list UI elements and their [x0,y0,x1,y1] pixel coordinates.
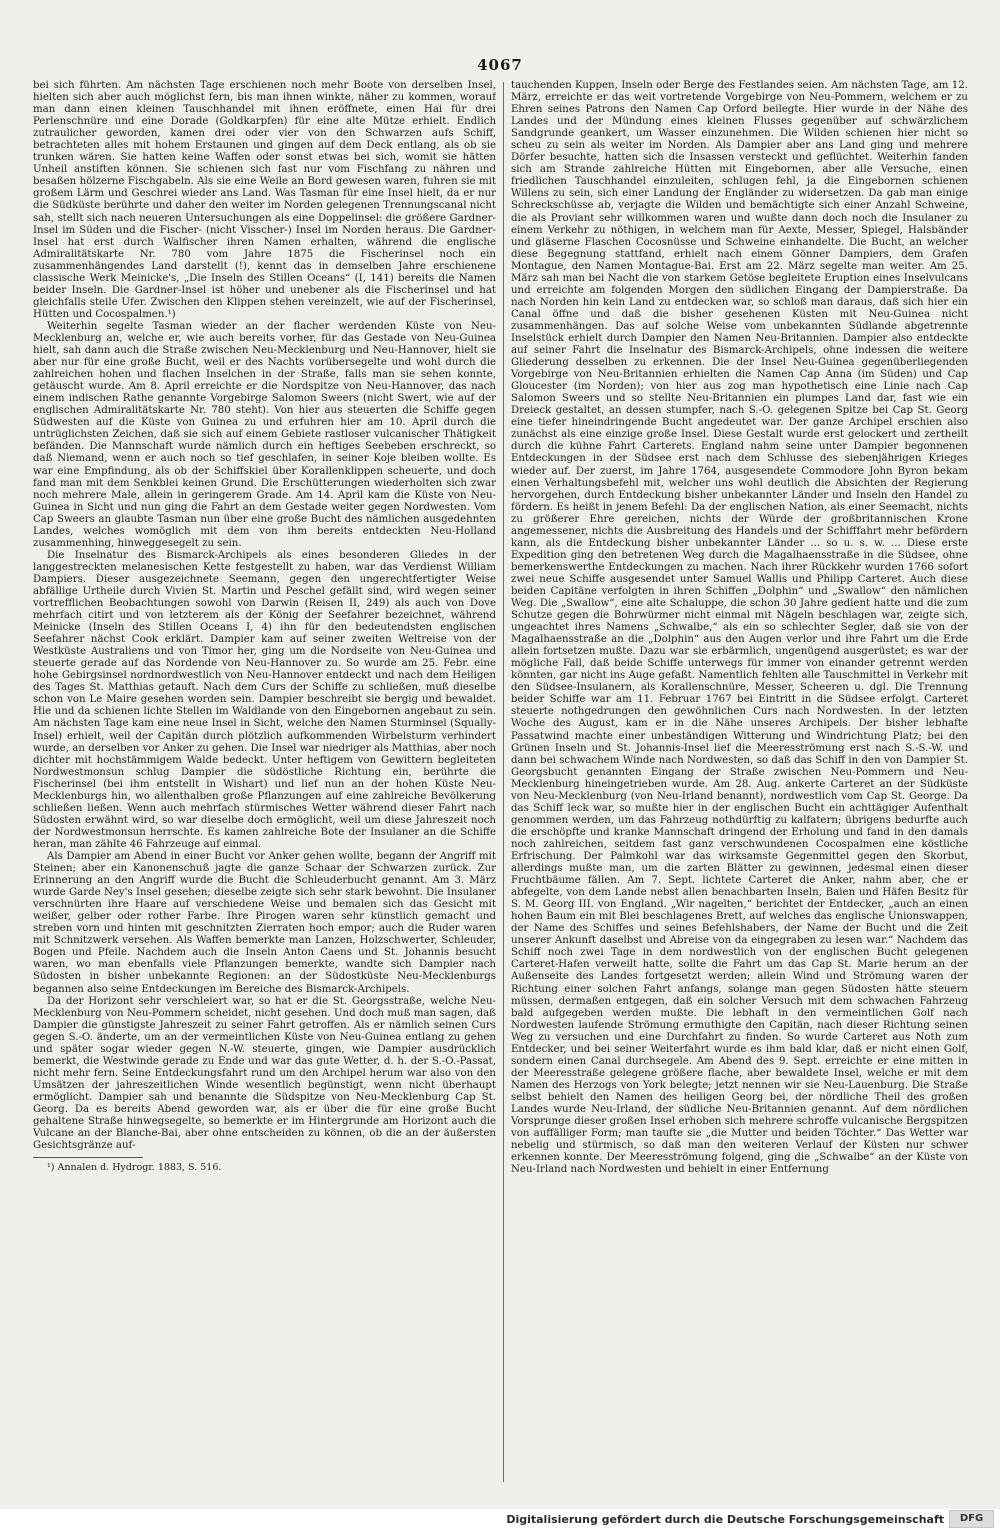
paragraph: Als Dampier am Abend in einer Bucht vor Anker gehen wollte, begann der Angriff mit Steinen; aber ein Kanonenschuß jagte die ganze Schaar der Schwarzen zurück. Zur Erinnerung an den Angriff wurde die Bucht die Schleuderbucht genannt. Am 3. März wurde Garde Ney's Insel gesehen; dieselbe zeigte sich sehr stark bewohnt. Die Insulaner verschnürten ihre Haare auf verschiedene Weise und bemalen sich das Gesicht mit weißer, gelber oder rother Farbe. Ihre Pirogen waren sehr künstlich gemacht und streben vorn und hinten mit geschnitzten Zierraten hoch empor; auch die Ruder waren mit Schnitzwerk versehen. Als Waffen bemerkte man Lanzen, Holzschwerter, Schleuder, Bogen und Pfeile. Nachdem auch die Inseln Anton Caens und St. Johannis besucht waren, wo man ebenfalls viele Pflanzungen bemerkte, wandte sich Dampier nach Südosten in bisher unbekannte Regionen: an der Südostküste Neu-Mecklenburgs begannen also seine Entdeckungen im Bereiche des Bismarck-Archipels. [33,851,496,995]
dfg-logo: DFG [949,1510,994,1528]
paragraph: Die Inselnatur des Bismarck-Archipels als eines besonderen Gliedes in der langgestreckten melanesischen Kette festgestellt zu haben, war das Verdienst William Dampiers. Dieser ausgezeichnete Seemann, gegen den ungerechtfertigter Weise abfällige Urtheile durch Vivien St. Martin und Peschel gefällt sind, wird wegen seiner vortrefflichen Beobachtungen sowohl von Darwin (Reisen II, 249) als auch von Dove mehrfach citirt und von letzterem als der König der Seefahrer bezeichnet, während Meinicke (Inseln des Stillen Oceans I, 4) ihn für den bedeutendsten englischen Seefahrer nächst Cook erklärt. Dampier kam auf seiner zweiten Weltreise von der Westküste Australiens und von Timor her, ging um die Nordseite von Neu-Guinea und steuerte gerade auf das Nordende von Neu-Hannover zu. So wurde am 25. Febr. eine hohe Gebirgsinsel nordnordwestlich von Neu-Hannover entdeckt und nach dem Heiligen des Tages St. Matthias getauft. Nach dem Curs der Schiffe zu schließen, muß dieselbe schon von Le Maire gesehen worden sein. Dampier beschreibt sie bergig und bewaldet. Hie und da schienen lichte Stellen im Waldlande von den Eingebornen angebaut zu sein. Am nächsten Tage kam eine neue Insel in Sicht, welche den Namen Sturminsel (Squally-Insel) erhielt, weil der Capitän durch plötzlich aufkommenden Wirbelsturm verhindert wurde, an derselben vor Anker zu gehen. Die Insel war niedriger als Matthias, aber noch dichter mit hochstämmigem Walde bedeckt. Unter heftigem von Gewittern begleiteten Nordwestmonsun schlug Dampier die südöstliche Richtung ein, berührte die Fischerinsel (bei ihm entstellt in Wishart) und lief nun an der hohen Küste Neu-Mecklenburgs hin, wo allenthalben große Pflanzungen auf eine zahlreiche Bevölkerung schließen ließen. Wenn auch mehrfach stürmisches Wetter während dieser Fahrt nach Südosten erwähnt wird, so war dieselbe doch ermöglicht, weil um diese Jahreszeit noch der Nordwestmonsun herrschte. Es kamen zahlreiche Bote der Insulaner an die Schiffe heran, man zählte 46 Fahrzeuge auf einmal. [33,549,496,850]
paragraph: Da der Horizont sehr verschleiert war, so hat er die St. Georgsstraße, welche Neu-Mecklenburg von Neu-Pommern scheidet, nicht gesehen. Und doch muß man sagen, daß Dampier die günstigste Jahreszeit zu seiner Fahrt getroffen. Als er nämlich seinen Curs gegen S.-O. änderte, um an der vermeintlichen Küste von Neu-Guinea entlang zu gehen und später sogar wieder gegen N.-W. steuerte, gingen, wie Dampier ausdrücklich bemerkt, die Westwinde gerade zu Ende und war das gute Wetter, d. h. der S.-O.-Passat, nicht mehr fern. Seine Entdeckungsfahrt rund um den Archipel herum war also von den Umsätzen der jahreszeitlichen Winde wesentlich begünstigt, wenn nicht überhaupt ermöglicht. Dampier sah und benannte die Südspitze von Neu-Mecklenburg Cap St. Georg. Da es bereits Abend geworden war, als er über die für eine große Bucht gehaltene Straße hinwegsegelte, so bemerkte er im Hintergrunde am Horizont auch die Vulcane an der Blanche-Bai, aber ohne entscheiden zu können, ob die an der äußersten Gesichtsgränze auf- [33,995,496,1152]
paragraph: tauchenden Kuppen, Inseln oder Berge des Festlandes seien. Am nächsten Tage, am 12. März, erreichte er das weit vortretende Vorgebirge von Neu-Pommern, welchem er zu Ehren seines Patrons den Namen Cap Orford beilegte. Hier wurde in der Nähe des Landes und der Mündung eines kleinen Flusses gegenüber auf schwärzlichem Sandgrunde geankert, um Wasser einzunehmen. Die Wilden schienen hier nicht so scheu zu sein als weiter im Norden. Als Dampier aber ans Land ging und mehrere Dörfer besuchte, hatten sich die Insassen versteckt und geflüchtet. Weiterhin fanden sich am Strande zahlreiche Hütten mit Eingebornen, aber alle Versuche, einen friedlichen Tauschhandel einzuleiten, schlugen fehl, ja die Eingebornen schienen Willens zu sein, sich einer Landung der Engländer zu widersetzen. Da gab man einige Schreckschüsse ab, verjagte die Wilden und bemächtigte sich einer Anzahl Schweine, die als Proviant sehr willkommen waren und wußte dann doch noch die Insulaner zu einem Verkehr zu nöthigen, in welchem man für Aexte, Messer, Spiegel, Halsbänder und gläserne Flaschen Cocosnüsse und Schweine einhandelte. Die Bucht, an welcher diese Begegnung stattfand, erhielt nach einem Gönner Dampiers, dem Grafen Montague, den Namen Montague-Bai. Erst am 22. März segelte man weiter. Am 25. März sah man bei Nacht die von starkem Getöse begleitete Eruption eines Inselvulcans und erreichte am folgenden Morgen den südlichen Eingang der Dampierstraße. Da nach Norden hin kein Land zu entdecken war, so schloß man daraus, daß sich hier ein Canal öffne und daß die bisher gesehenen Küsten mit Neu-Guinea nicht zusammenhängen. Das auf solche Weise vom unbekannten Südlande abgetrennte Inselstück erhielt durch Dampier den Namen Neu-Britannien. Dampier also entdeckte auf seiner Fahrt die Inselnatur des Bismarck-Archipels, ohne indessen die weitere Gliederung desselben zu erkennen. Die der Insel Neu-Guinea gegenüberliegenden Vorgebirge von Neu-Britannien erhielten die Namen Cap Anna (im Süden) und Cap Gloucester (im Norden); von hier aus zog man hypothetisch eine Linie nach Cap Salomon Sweers und so stellte Neu-Britannien ein plumpes Land dar, fast wie ein Dreieck gestaltet, an dessen stumpfer, nach S.-O. gelegenen Spitze bei Cap St. Georg eine tiefer hineindringende Bucht angedeutet war. Der ganze Archipel erschien also zunächst als eine einzige große Insel. Diese Gestalt wurde erst gelockert und zertheilt durch die kühne Fahrt Carterets. England nahm seine unter Dampier begonnenen Entdeckungen in der Südsee erst nach dem Schlusse des siebenjährigen Krieges wieder auf. Der zuerst, im Jahre 1764, ausgesendete Commodore John Byron bekam einen Verhaltungsbefehl mit, welcher uns wohl deutlich die Absichten der Regierung hervorgehen, durch Entdeckung bisher unbekannter Länder und Inseln den Handel zu fördern. Es heißt in jenem Befehl: Da der englischen Nation, als einer Seemacht, nichts zu größerer Ehre gereichen, nichts der Würde der großbritannischen Krone angemessener, nichts die Ausbreitung des Handels und der Schifffahrt mehr befördern kann, als die Entdeckung bisher unbekannter Länder ... so u. s. w. ... Diese erste Expedition ging den betretenen Weg durch die Magalhaensstraße in die Südsee, ohne bemerkenswerthe Entdeckungen zu machen. Nach ihrer Rückkehr wurden 1766 sofort zwei neue Schiffe ausgesendet unter Samuel Wallis und Philipp Carteret. Auch diese beiden Capitäne verfolgten in ihren Schiffen „Dolphin“ und „Swallow“ den nämlichen Weg. Die „Swallow“, eine alte Schaluppe, die schon 30 Jahre gedient hatte und die zum Schutze gegen die Bohrwürmer nicht einmal mit Nägeln beschlagen war, zeigte sich, ungeachtet ihres Namens „Schwalbe,“ als ein so schlechter Segler, daß sie von der Magalhaensstraße an die „Dolphin“ aus den Augen verlor und ihre Fahrt um die Erde allein fortsetzen mußte. Dazu war sie erbärmlich, ungenügend ausgerüstet; es war der mögliche Fall, daß beide Schiffe unterwegs für immer von einander getrennt werden könnten, gar nicht ins Auge gefaßt. Namentlich fehlten alle Tauschmittel in Verkehr mit den Südsee-Insulanern, als Korallenschnüre, Messer, Scheeren u. dgl. Die Trennung beider Schiffe war am 11. Februar 1767 bei Eintritt in die Südsee erfolgt. Carteret steuerte nothgedrungen den gewöhnlichen Curs nach Nordwesten. In der letzten Woche des August, kam er in die Nähe unseres Archipels. Der bisher lebhafte Passatwind machte einer unbeständigen Witterung und Windrichtung Platz; bei den Grünen Inseln und St. Johannis-Insel lief die Meeresströmung erst nach S.-S.-W. und dann bei schwachem Winde nach Nordwesten, so daß das Schiff in den von Dampier St. Georgsbucht genannten Eingang der Straße zwischen Neu-Pommern und Neu-Mecklenburg hineingetrieben wurde. Am 28. Aug. ankerte Carteret an der Südküste von Neu-Mecklenburg (von Neu-Irland benannt), nordwestlich vom Cap St. George. Da das Schiff leck war, so mußte hier in der englischen Bucht ein achttägiger Aufenthalt genommen werden, um das Fahrzeug nothdürftig zu kalfatern; übrigens bedurfte auch die erschöpfte und kranke Mannschaft dringend der Erholung und fand in den damals noch zahlreichen, seitdem fast ganz verschwundenen Cocospalmen eine köstliche Erfrischung. Der Palmkohl war das wirksamste Gegenmittel gegen den Skorbut, allerdings mußte man, um die zarten Blätter zu gewinnen, jedesmal einen dieser Fruchtbäume fällen. Am 7. Sept. lichtete Carteret die Anker, nahm aber, che er abfegelte, von dem Lande nebst allen benachbarten Inseln, Baien und Häfen Besitz für S. M. Georg III. von England. „Wir nagelten,“ berichtet der Entdecker, „auch an einen hohen Baum ein mit Blei beschlagenes Brett, auf welches das englische Unionswappen, der Name des Schiffes und seines Befehlshabers, der Name der Bucht und die Zeit unserer Ankunft daselbst und Abreise von da eingegraben zu lesen war.“ Nachdem das Schiff noch zwei Tage in dem nordwestlich von der englischen Bucht gelegenen Carteret-Hafen verweilt hatte, sollte die Fahrt um das Cap St. Marie herum an der Außenseite des Landes fortgesetzt werden; allein Wind und Strömung waren der Richtung einer solchen Fahrt anfangs, solange man gegen Südosten hätte steuern müssen, dermaßen entgegen, daß ein solcher Versuch mit dem schwachen Fahrzeug bald aufgegeben werden mußte. Die lebhaft in den vermeintlichen Golf nach Nordwesten laufende Strömung ermuthigte den Capitän, nach dieser Richtung seinen Weg zu versuchen und eine Durchfahrt zu finden. So wurde Carteret aus Noth zum Entdecker, und bei seiner Weiterfahrt wurde es ihm bald klar, daß er nicht einen Golf, sondern einen Canal durchsegele. Am Abend des 9. Sept. erreichte er eine mitten in der Meeresstraße gelegene größere flache, aber bewaldete Insel, welche er mit dem Namen des Herzogs von York belegte; jetzt nennen wir sie Neu-Lauenburg. Die Straße selbst behielt den Namen des heiligen Georg bei, der nördliche Theil des großen Landes wurde Neu-Irland, der südliche Neu-Britannien genannt. Auf dem nördlichen Vorsprunge dieser großen Insel erhoben sich mehrere schroffe vulcanische Bergspitzen von auffälliger Form; man taufte sie „die Mutter und beiden Töchter.“ Das Wetter war nebelig und stürmisch, so daß man den weiteren Verlauf der Küsten nur schwer erkennen konnte. Der Meeresströmung folgend, ging die „Schwalbe“ an der Küste von Neu-Irland nach Nordwesten und behielt in einer Entfernung [511,80,968,1176]
paragraph: bei sich führten. Am nächsten Tage erschienen noch mehr Boote von derselben Insel, hielten sich aber auch möglichst fern, bis man ihnen winkte, näher zu kommen, worauf man dann einen kleinen Tauschhandel mit ihnen eröffnete, einen Hai für drei Perlenschnüre und eine Dorade (Goldkarpfen) für eine alte Mütze erhielt. Endlich zutraulicher geworden, kamen drei oder vier von den Schwarzen aufs Schiff, betrachteten alles mit hohem Erstaunen und gingen auf dem Deck entlang, als ob sie trunken wären. Sie hatten keine Waffen oder sonst etwas bei sich, womit sie hätten Unheil anstiften können. Sie schienen sich fast nur vom Fischfang zu nähren und besaßen hölzerne Fischgabeln. Als sie eine Weile an Bord gewesen waren, fuhren sie mit großem Lärm und Geschrei wieder ans Land. Was Tasman für eine Insel hielt, da er nur die Südküste berührte und daher den weiter im Norden gelegenen Trennungscanal nicht sah, stellt sich nach neueren Untersuchungen als eine Doppelinsel: die größere Gardner-Insel im Süden und die Fischer- (nicht Visscher-) Insel im Norden heraus. Die Gardner-Insel hat erst durch Walfischer ihren Namen erhalten, während die englische Admiralitätskarte Nr. 780 vom Jahre 1875 die Fischerinsel noch ein zusammenhängendes Land darstellt (!), kennt das in demselben Jahre erschienene classische Werk Meinicke's, „Die Inseln des Stillen Oceans“ (I, 141) bereits die Namen beider Inseln. Die Gardner-Insel ist höher und unebener als die Fischerinsel und hat gleichfalls steile Ufer. Zwischen den Klippen stehen vereinzelt, wie auf der Fischerinsel, Hütten und Cocospalmen.¹) [33,80,496,320]
right-column [511,80,968,1485]
footnote-rule [33,1157,143,1158]
left-column [33,80,496,1485]
digitization-note: Digitalisierung gefördert durch die Deutsche Forschungsgemeinschaft [506,1513,944,1526]
paragraph: Weiterhin segelte Tasman wieder an der flacher werdenden Küste von Neu-Mecklenburg an, welche er, wie auch bereits vorher, für das Gestade von Neu-Guinea hielt, sah dann auch die Straße zwischen Neu-Mecklenburg und Neu-Hannover, hielt sie aber nur für eine große Bucht, weil er des Nachts vorübersegelte und wohl durch die zahlreichen hohen und flachen Inselchen in der Straße, falls man sie sehen konnte, getäuscht wurde. Am 8. April erreichte er die Nordspitze von Neu-Hannover, das nach einem indischen Rathe genannte Vorgebirge Salomon Sweers (nicht Swert, wie auf der englischen Admiralitätskarte Nr. 780 steht). Von hier aus steuerten die Schiffe gegen Südwesten auf die Küste von Guinea zu und erfuhren hier am 10. April durch die untrüglichsten Zeichen, daß sie sich auf einem Gebiete rastloser vulcanischer Thätigkeit befänden. Die Mannschaft wurde nämlich durch ein heftiges Seebeben erschreckt, so daß Niemand, wenn er auch noch so tief geschlafen, in seiner Koje bleiben wollte. Es war eine Empfindung, als ob der Schiffskiel über Korallenklippen scheuerte, und doch fand man mit dem Senkblei keinen Grund. Die Erschütterungen wiederholten sich zwar noch mehrere Male, allein in geringerem Grade. Am 14. April kam die Küste von Neu-Guinea in Sicht und nun ging die Fahrt an dem Gestade weiter gegen Nordwesten. Vom Cap Sweers an glaubte Tasman nun über eine große Bucht des nämlichen ausgedehnten Landes, welches womöglich mit dem von ihm bereits entdeckten Neu-Holland zusammenhing, hinweggesegelt zu sein. [33,320,496,549]
footnote: ¹) Annalen d. Hydrogr. 1883, S. 516. [47,1162,222,1174]
column-divider [503,82,504,1482]
page-number: 4067 [477,56,523,74]
